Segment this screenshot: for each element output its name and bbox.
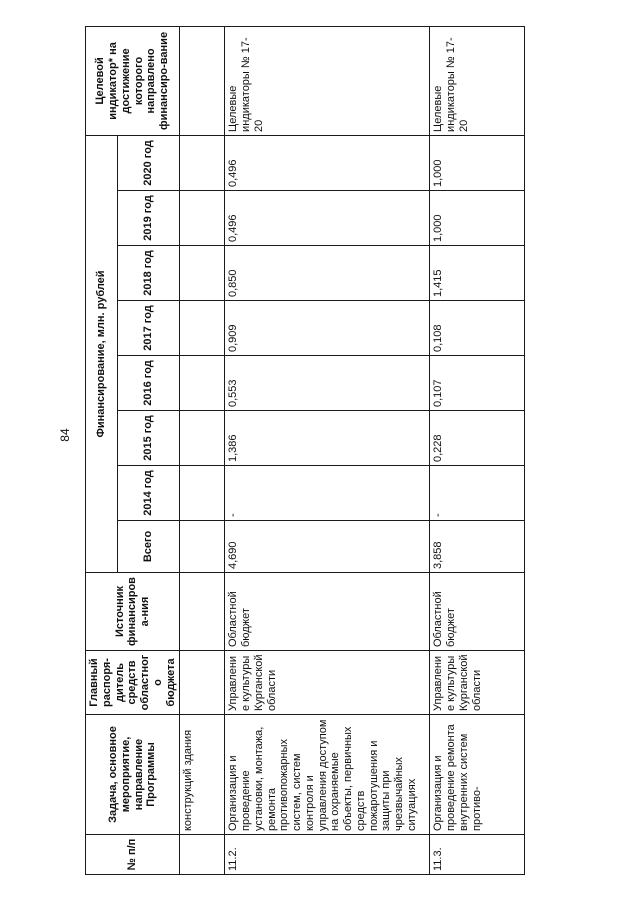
cell-indicator: Целевые индикаторы № 17-20 <box>430 26 525 135</box>
cell-2018: 1,415 <box>430 246 525 301</box>
header-total: Всего <box>117 521 179 573</box>
page-number: 84 <box>58 428 72 442</box>
cell-2016 <box>180 356 225 411</box>
cell-manager <box>180 651 225 715</box>
cell-2019: 1,000 <box>430 191 525 246</box>
cell-2015 <box>180 411 225 466</box>
cell-2014 <box>180 466 225 521</box>
cell-2014: - <box>430 466 525 521</box>
cell-2020: 0,496 <box>225 135 430 190</box>
header-manager: Главный распоря-дитель средств областного бюджета <box>86 651 180 715</box>
header-indicator: Целевой индикатор* на достижение которого направлено финансиро-вание <box>86 26 180 135</box>
cell-2017 <box>180 301 225 356</box>
cell-num: 11.2. <box>225 835 430 875</box>
cell-2019: 0,496 <box>225 191 430 246</box>
cell-task: Организация и проведение ремонта внутренних систем противо- <box>430 715 525 835</box>
cell-source: Областной бюджет <box>225 573 430 651</box>
header-financing: Финансирование, млн. рублей <box>86 135 118 572</box>
cell-2018 <box>180 246 225 301</box>
cell-2018: 0,850 <box>225 246 430 301</box>
cell-task: конструкций здания <box>180 715 225 835</box>
header-year-2020: 2020 год <box>117 135 179 190</box>
header-year-2014: 2014 год <box>117 466 179 521</box>
cell-total: 3,858 <box>430 521 525 573</box>
header-row-top <box>86 26 118 874</box>
cell-indicator: Целевые индикаторы № 17-20 <box>225 26 430 135</box>
header-source: Источник финансирова-ния <box>86 573 180 651</box>
cell-2019 <box>180 191 225 246</box>
rotated-table-wrapper <box>85 27 545 875</box>
cell-2015: 1,386 <box>225 411 430 466</box>
table-row <box>430 26 525 874</box>
cell-num <box>180 835 225 875</box>
table-row <box>225 26 430 874</box>
cell-source: Областной бюджет <box>430 573 525 651</box>
header-year-2019: 2019 год <box>117 191 179 246</box>
cell-2017: 0,909 <box>225 301 430 356</box>
cell-2017: 0,108 <box>430 301 525 356</box>
header-year-2018: 2018 год <box>117 246 179 301</box>
cell-num: 11.3. <box>430 835 525 875</box>
cell-task: Организация и проведение установки, монтажа, ремонта противопожарных систем, систем контроля и управления доступом на охраняемые объекты, первичных средств пожаротушения и защиты при чрезвычайных ситуациях <box>225 715 430 835</box>
cell-manager: Управление культуры Курганской области <box>430 651 525 715</box>
header-year-2017: 2017 год <box>117 301 179 356</box>
header-num: № п/п <box>86 835 180 875</box>
header-task: Задача, основное мероприятие, направление Программы <box>86 715 180 835</box>
cell-2016: 0,107 <box>430 356 525 411</box>
program-financing-table <box>85 26 525 875</box>
header-year-2015: 2015 год <box>117 411 179 466</box>
cell-2016: 0,553 <box>225 356 430 411</box>
cell-total: 4,690 <box>225 521 430 573</box>
cell-2014: - <box>225 466 430 521</box>
cell-2020: 1,000 <box>430 135 525 190</box>
table-row <box>180 26 225 874</box>
cell-indicator <box>180 26 225 135</box>
cell-manager: Управление культуры Курганской области <box>225 651 430 715</box>
cell-2015: 0,228 <box>430 411 525 466</box>
cell-source <box>180 573 225 651</box>
header-year-2016: 2016 год <box>117 356 179 411</box>
cell-total <box>180 521 225 573</box>
cell-2020 <box>180 135 225 190</box>
